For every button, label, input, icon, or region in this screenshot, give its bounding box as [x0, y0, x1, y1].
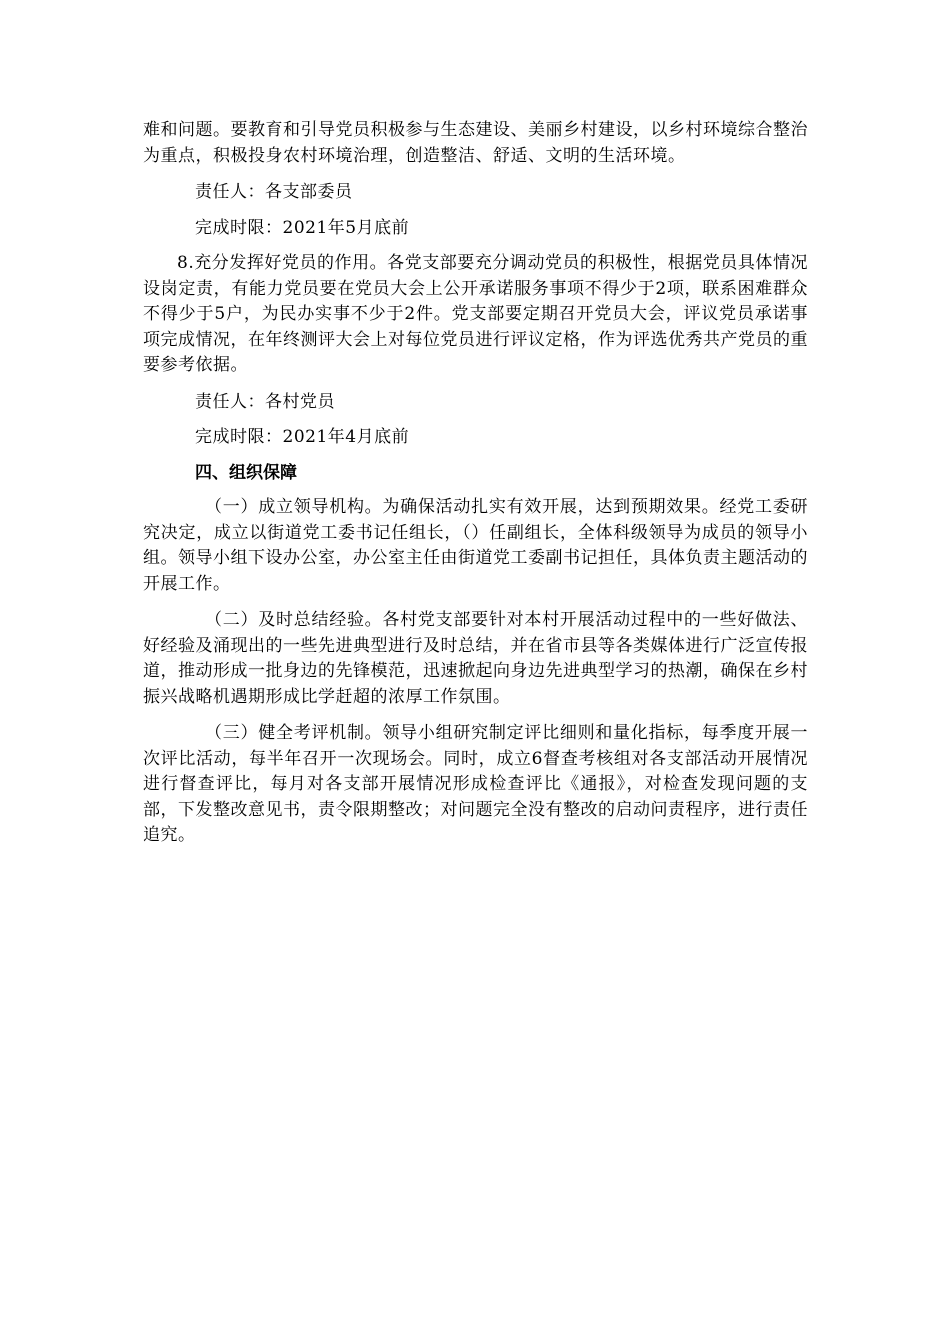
section-heading: 四、组织保障 — [195, 462, 297, 483]
responsible-person-line: 责任人：各支部委员 — [195, 182, 353, 202]
paragraph-item-8: 8.充分发挥好党员的作用。各党支部要充分调动党员的积极性，根据党员具体情况设岗定责，有能力党员要在党员大会上公开承诺服务事项不得少于2项，联系困难群众不得少于5户，为民办实事不少于2件。党支部要定期召开党员大会，评议党员承诺事项完成情况，在年终测评大会上对每位党员进行评议定格，作为评选优秀共产党员的重要参考依据。 — [143, 253, 808, 375]
deadline-line: 完成时限：2021年5月底前 — [195, 217, 410, 238]
paragraph-section-1: （一）成立领导机构。为确保活动扎实有效开展，达到预期效果。经党工委研究决定，成立以街道党工委书记任组长，（）任副组长，全体科级领导为成员的领导小组。领导小组下设办公室，办公室主任由街道党工委副书记担任，具体负责主题活动的开展工作。 — [143, 497, 808, 594]
paragraph-section-3: （三）健全考评机制。领导小组研究制定评比细则和量化指标，每季度开展一次评比活动，每半年召开一次现场会。同时，成立6督查考核组对各支部活动开展情况进行督查评比，每月对各支部开展情况形成检查评比《通报》，对检查发现问题的支部，下发整改意见书，责令限期整改；对问题完全没有整改的启动问责程序，进行责任追究。 — [143, 723, 808, 845]
responsible-person-line: 责任人：各村党员 — [195, 391, 335, 412]
deadline-line: 完成时限：2021年4月底前 — [195, 427, 410, 447]
document-page — [143, 118, 808, 860]
paragraph-section-2: （二）及时总结经验。各村党支部要针对本村开展活动过程中的一些好做法、好经验及涌现出的一些先进典型进行及时总结，并在省市县等各类媒体进行广泛宣传报道，推动形成一批身边的先锋模范，迅速掀起向身边先进典型学习的热潮，确保在乡村振兴战略机遇期形成比学赶超的浓厚工作氛围。 — [143, 610, 808, 707]
paragraph-continuation: 难和问题。要教育和引导党员积极参与生态建设、美丽乡村建设，以乡村环境综合整治为重点，积极投身农村环境治理，创造整洁、舒适、文明的生活环境。 — [143, 120, 808, 166]
